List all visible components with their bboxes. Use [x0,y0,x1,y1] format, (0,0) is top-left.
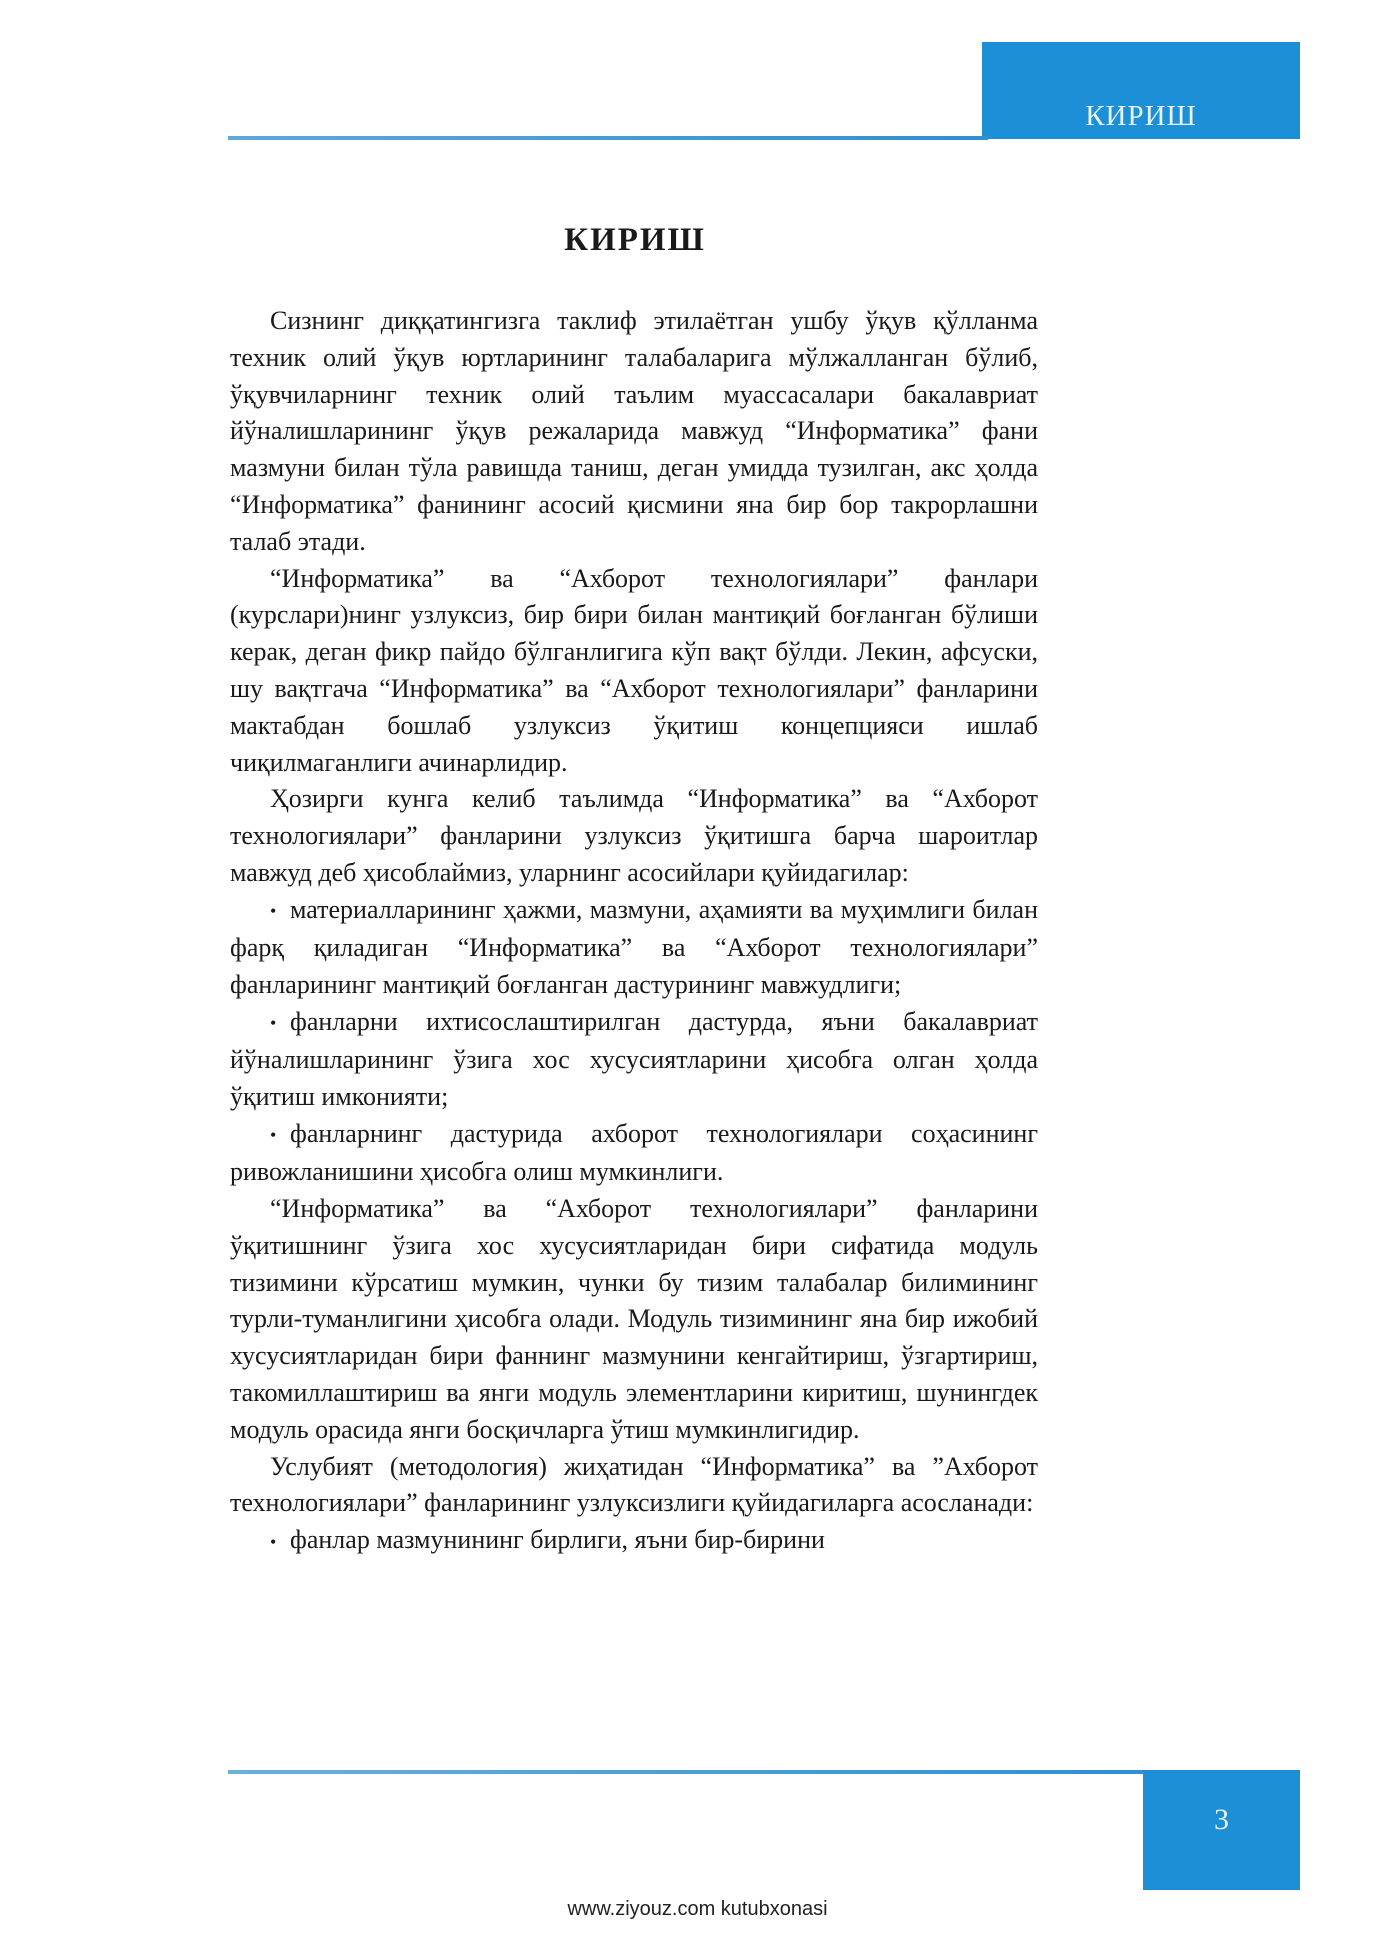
bullet-marker: • [270,1531,277,1552]
bullet-text: фанлар мазмунининг бирлиги, яъни бир-бирини [290,1525,825,1555]
paragraph: Сизнинг диққатингизга таклиф этилаётган ушбу ўқув қўлланма техник олий ўқув юртларининг талабаларига мўлжалланган бўлиб, ўқувчиларнинг техник олий таълим муассасалари бакалавриат йўналишларининг ўқув режаларида мавжуд “Информатика” фани мазмуни билан тўла равишда таниш, деган умидда тузилган, акс ҳолда “Информатика” фанининг асосий қисмини яна бир бор такрорлашни талаб этади. [230,306,1038,556]
section-header-tab [982,42,1300,139]
paragraph: Услубият (методология) жиҳатидан “Информатика” ва ”Ахборот технологиялари” фанларининг узлуксизлиги қуйидагиларга асосланади: [230,1451,1038,1518]
bullet-text: фанларни ихтисослаштирилган дастурда, яъни бакалавриат йўналишларининг ўзига хос хусусиятларини ҳисобга олган ҳолда ўқитиш имконияти; [230,1006,1038,1111]
bullet-item [230,1004,1038,1116]
paragraph: “Информатика” ва “Ахборот технологиялари” фанлари (курслари)нинг узлуксиз, бир бири билан мантиқий боғланган бўлиши керак, деган фикр пайдо бўлганлигига кўп вақт бўлди. Лекин, афсуски, шу вақтгача “Информатика” ва “Ахборот технологиялари” фанларини мактабдан бошлаб узлуксиз ўқитиш концепцияси ишлаб чиқилмаганлиги ачинарлидир. [230,563,1038,777]
bullet-marker: • [270,1125,277,1146]
bullet-text: фанларнинг дастурида ахборот технологиялари соҳасининг ривожланишини ҳисобга олиш мумкинлиги. [230,1118,1038,1187]
bullet-item [230,1522,1038,1560]
paragraph: Ҳозирги кунга келиб таълимда “Информатика” ва “Ахборот технологиялари” фанларини узлуксиз ўқитишга барча шароитлар мавжуд деб ҳисоблаймиз, уларнинг асосийлари қуйидагилар: [230,784,1038,887]
header-rule [228,136,988,140]
bullet-item [230,892,1038,1004]
bullet-item [230,1116,1038,1191]
bullet-marker: • [270,901,277,922]
bullet-text: материалларининг ҳажми, мазмуни, аҳамияти ва муҳимлиги билан фарқ қиладиган “Информатика” ва “Ахборот технологиялари” фанларининг мантиқий боғланган дастурининг мавжудлиги; [230,894,1038,999]
page-title: КИРИШ [564,222,706,258]
section-header-label: КИРИШ [1085,100,1197,132]
paragraph: “Информатика” ва “Ахборот технологиялари” фанларини ўқитишнинг ўзига хос хусусиятларидан бири сифатида модуль тизимини кўрсатиш мумкин, чунки бу тизим талабалар билимининг турли-туманлигини ҳисобга олади. Модуль тизимининг яна бир ижобий хусусиятларидан бири фаннинг мазмунини кенгайтириш, ўзгартириш, такомиллаштириш ва янги модуль элементларини киритиш, шунингдек модуль орасида янги босқичларга ўтиш мумкинлигидир. [230,1194,1038,1444]
watermark-text: www.ziyouz.com kutubxonasi [567,1898,828,1920]
page-number: 3 [1214,1803,1229,1836]
footer-rule [228,1770,1144,1774]
page-number-box [1143,1770,1300,1890]
bullet-marker: • [270,1013,277,1034]
body-text [230,303,1038,1561]
